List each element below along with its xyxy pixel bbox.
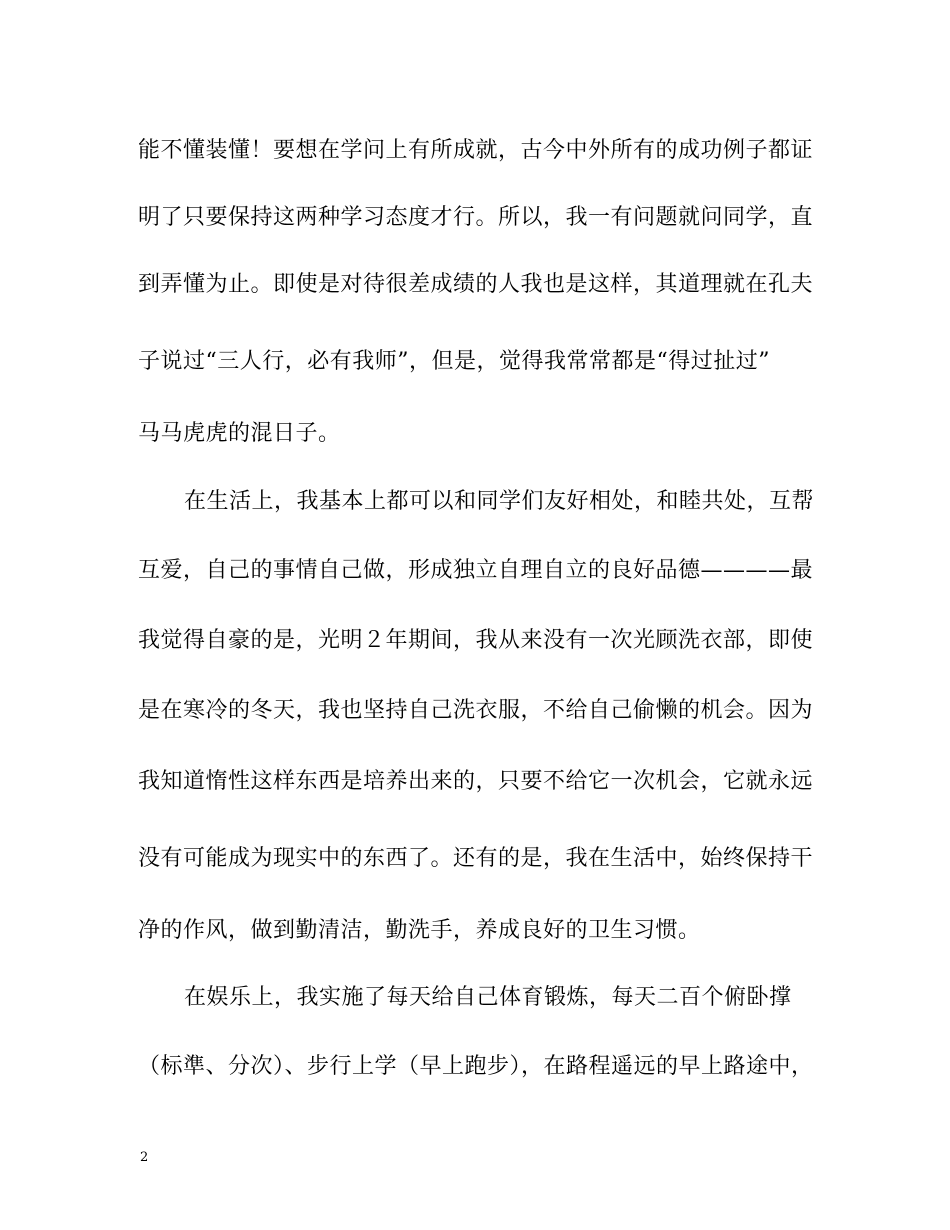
text-line: 互爱，自己的事情自己做，形成独立自理自立的良好品德————最 (138, 558, 814, 583)
paragraph-first-line: 在娱乐上，我实施了每天给自己体育锻炼，每天二百个俯卧撑 (184, 985, 792, 1010)
text-line: 子说过“三人行，必有我师”，但是，觉得我常常都是“得过扯过” (138, 349, 770, 374)
text-line: 明了只要保持这两种学习态度才行。所以，我一有问题就问同学，直 (138, 205, 814, 230)
text-line: 我知道惰性这样东西是培养出来的，只要不给它一次机会，它就永远 (138, 769, 814, 794)
text-line: 净的作风，做到勤清洁，勤洗手，养成良好的卫生习惯。 (138, 918, 701, 943)
text-line: 能不懂装懂！要想在学问上有所成就，古今中外所有的成功例子都证 (138, 138, 814, 163)
text-line: 是在寒冷的冬天，我也坚持自己洗衣服，不给自己偷懒的机会。因为 (138, 698, 814, 723)
text-line: 我觉得自豪的是，光明２年期间，我从来没有一次光顾洗衣部，即使 (138, 628, 814, 653)
text-line: 马马虎虎的混日子。 (138, 421, 341, 446)
text-line: 没有可能成为现实中的东西了。还有的是，我在生活中，始终保持干 (138, 846, 814, 871)
paragraph-first-line: 在生活上，我基本上都可以和同学们友好相处，和睦共处，互帮 (184, 489, 815, 514)
page-number: 2 (140, 1150, 149, 1165)
text-line: （标準、分次）、步行上学（早上跑步），在路程遥远的早上路途中， (138, 1054, 814, 1079)
text-line: 到弄懂为止。即使是对待很差成绩的人我也是这样，其道理就在孔夫 (138, 272, 814, 297)
